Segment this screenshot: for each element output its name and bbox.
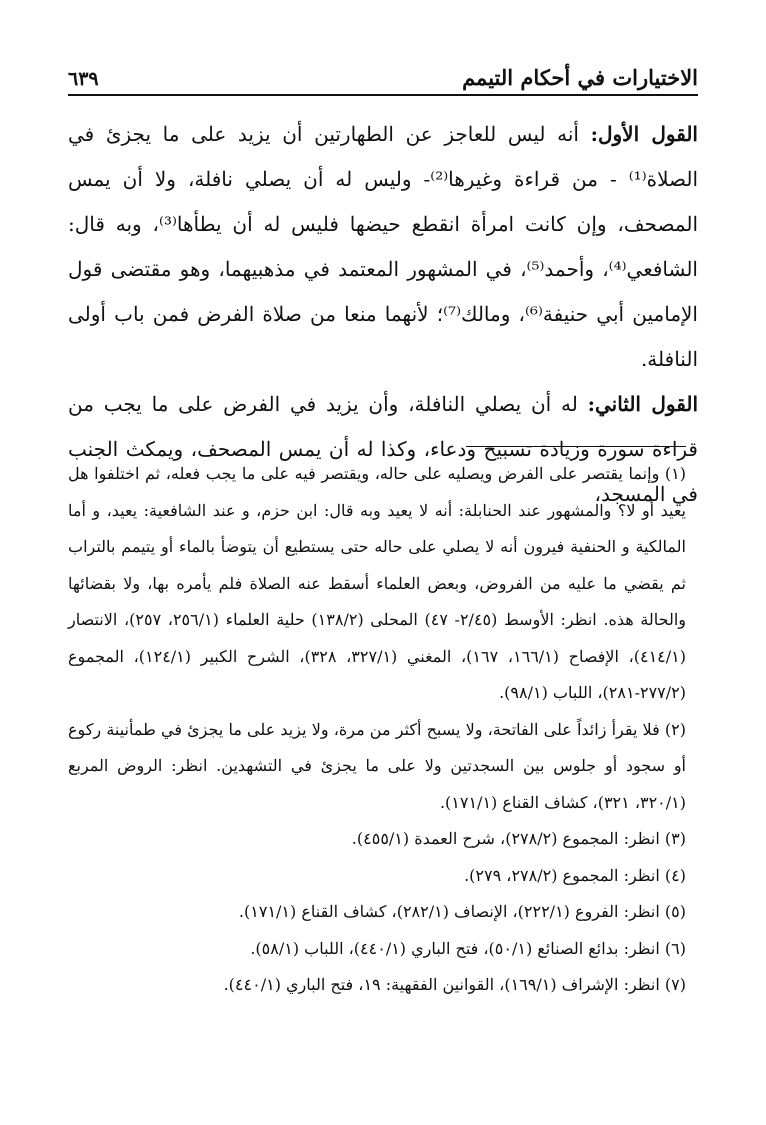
running-title: الاختيارات في أحكام التيمم [462,65,698,90]
footnote-5: (٥) انظر: الفروع (٢٢٢/١)، الإنصاف (٢٨٢/١)، كشاف القناع (١٧١/١). [238,902,686,921]
first-opinion-heading: القول الأول: [590,122,698,146]
footnote-1: (١) وإنما يقتصر على الفرض ويصليه على حاله، ويقتصر فيه على ما يجب فعله، ثم اختلفوا هل يعيد أو لا؟ والمشهور عند الحنابلة: أنه لا يعيد وبه قال: ابن حزم، و عند الشافعية: يعيد، و أما المالكية و الحنفية فيرون أنه لا يصلي على حاله حتى يستطيع أن يتوضأ بالماء أو يتيمم بالتراب ثم يقضي ما عليه من الفروض، وبعض العلماء أسقط عنه الصلاة فلم يأمره بها، ولا بقضائها والحالة هذه. انظر: الأوسط (٢/٤٥- ٤٧) المحلى (١٣٨/٢) حلية العلماء (٢٥٦/١، ٢٥٧)، الانتصار (٤١٤/١)، الإفصاح (١٦٦/١، ١٦٧)، المغني (٣٢٧/١، ٣٢٨)، الشرح الكبير (١٢٤/١)، المجموع (٢٧٧/٢-٢٨١)، اللباب (٩٨/١). [68,464,687,702]
paragraph-first-opinion [68,112,698,382]
footnote-divider [466,446,686,447]
footnote-4: (٤) انظر: المجموع (٢٧٨/٢، ٢٧٩). [464,865,686,885]
second-opinion-text: له أن يصلي النافلة، وأن يزيد في الفرض على ما يجب من قراءة سورة وزيادة تسبيح ودعاء، وكذا له أن يمس المصحف، ويمكث الجنب في المسجد، [68,392,698,506]
first-opinion-text: أنه ليس للعاجز عن الطهارتين أن يزيد على ما يجزئ في الصلاة⁽¹⁾ - من قراءة وغيرها⁽²⁾- وليس له أن يصلي نافلة، ولا أن يمس المصحف، وإن كانت امرأة انقطع حيضها فليس له أن يطأها⁽³⁾، وبه قال: الشافعي⁽⁴⁾، وأحمد⁽⁵⁾، في المشهور المعتمد في مذهبيهما، وهو مقتضى قول الإمامين أبي حنيفة⁽⁶⁾، ومالك⁽⁷⁾؛ لأنهما منعا من صلاة الفرض فمن باب أولى النافلة. [68,122,699,371]
page-number: ٦٣٩ [68,68,99,90]
second-opinion-heading: القول الثاني: [587,392,699,416]
footnote-6: (٦) انظر: بدائع الصنائع (٥٠/١)، فتح الباري (٤٤٠/١)، اللباب (٥٨/١). [250,938,686,958]
footnote-2: (٢) فلا يقرأ زائداً على الفاتحة، ولا يسبح أكثر من مرة، ولا يزيد على ما يجزئ في طمأنينة ركوع أو سجود أو جلوس بين السجدتين ولا على ما يجزئ في التشهدين. انظر: الروض المربع (٣٢٠/١، ٣٢١)، كشاف القناع (١٧١/١). [68,719,686,812]
page-header [68,56,698,96]
footnotes [68,456,686,1004]
footnote-3: (٣) انظر: المجموع (٢٧٨/٢)، شرح العمدة (٤٥٥/١). [351,829,686,848]
footnote-7: (٧) انظر: الإشراف (١٦٩/١)، القوانين الفقهية: ١٩، فتح الباري (٤٤٠/١). [223,975,686,994]
